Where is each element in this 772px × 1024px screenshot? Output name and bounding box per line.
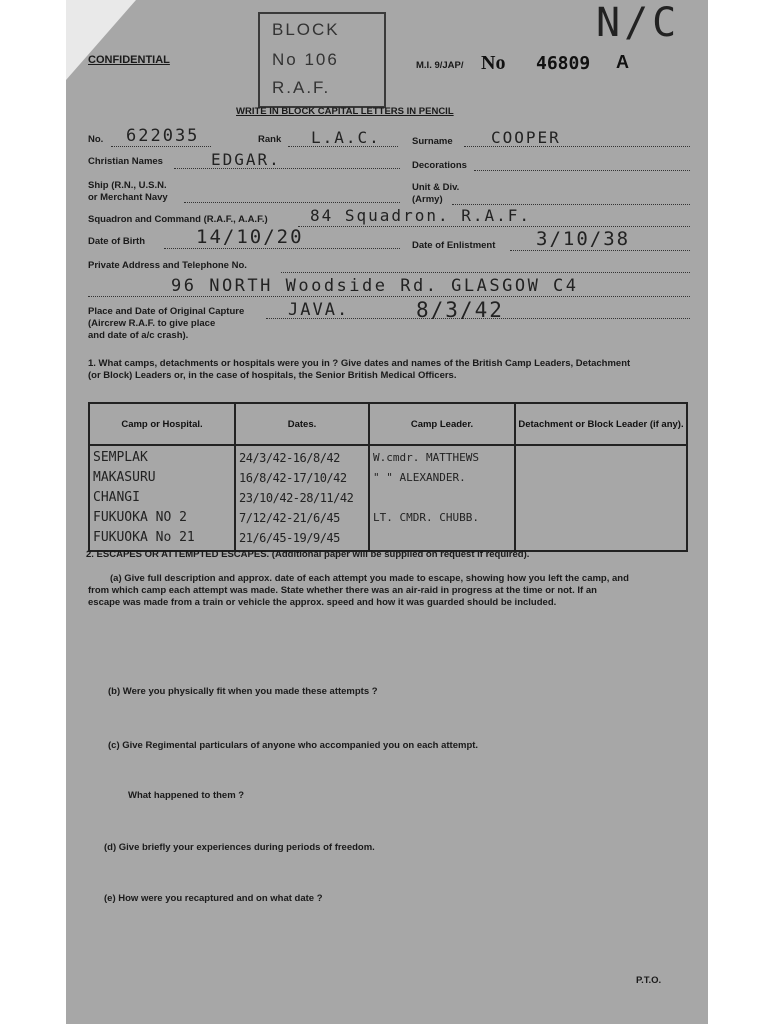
question-2d: (d) Give briefly your experiences during periods of freedom. xyxy=(104,842,375,853)
leader-entry: LT. CMDR. CHUBB. xyxy=(373,511,479,524)
column-header-camp: Camp or Hospital. xyxy=(89,403,235,445)
mi-reference: M.I. 9/JAP/ xyxy=(416,60,464,71)
surname-value: COOPER xyxy=(491,128,561,147)
block-stamp xyxy=(258,12,386,108)
folded-corner xyxy=(66,0,136,80)
form-number: 46809 xyxy=(536,53,591,74)
confidential-label: CONFIDENTIAL xyxy=(88,54,170,66)
date-of-birth-label: Date of Birth xyxy=(88,236,145,247)
camp-column xyxy=(89,445,235,551)
dates-column xyxy=(235,445,369,551)
christian-names-label: Christian Names xyxy=(88,156,163,167)
number-sign: No xyxy=(481,52,506,74)
question-2a-line1: (a) Give full description and approx. date of each attempt you made to escape, showing how you left the camp, and xyxy=(110,573,629,584)
camps-table-body xyxy=(89,445,687,551)
form-page xyxy=(66,0,708,1024)
question-2b: (b) Were you physically fit when you made these attempts ? xyxy=(108,686,378,697)
leader-entry xyxy=(373,488,511,508)
question-1-text-line2: (or Block) Leaders or, in the case of hospitals, the Senior British Medical Officers. xyxy=(88,370,457,381)
unit-label-line2: (Army) xyxy=(412,194,443,205)
rank-value: L.A.C. xyxy=(311,128,381,147)
camp-entry: SEMPLAK xyxy=(93,450,148,465)
capture-label-line2: (Aircrew R.A.F. to give place xyxy=(88,318,216,329)
address-line-2 xyxy=(88,296,690,297)
enlistment-line xyxy=(510,250,690,251)
capture-label-line1: Place and Date of Original Capture xyxy=(88,306,245,317)
camp-entry: MAKASURU xyxy=(93,470,156,485)
dates-entry: 23/10/42-28/11/42 xyxy=(239,491,354,505)
dates-entry: 7/12/42-21/6/45 xyxy=(239,511,340,525)
rank-label: Rank xyxy=(258,134,282,145)
squadron-value: 84 Squadron. R.A.F. xyxy=(310,206,532,225)
address-label: Private Address and Telephone No. xyxy=(88,260,247,271)
question-1-text-line1: 1. What camps, detachments or hospitals were you in ? Give dates and names of the British Camp Leaders, Detachment xyxy=(88,358,631,369)
column-header-detachment: Detachment or Block Leader (if any). xyxy=(515,403,687,445)
dates-entry: 21/6/45-19/9/45 xyxy=(239,531,340,545)
service-no-value: 622035 xyxy=(126,126,200,146)
service-no-label: No. xyxy=(88,134,104,145)
corner-handwritten-mark: N/C xyxy=(596,0,681,46)
service-no-line xyxy=(111,146,211,147)
squadron-label: Squadron and Command (R.A.F., A.A.F.) xyxy=(88,214,268,225)
address-value: 96 NORTH Woodside Rd. GLASGOW C4 xyxy=(171,276,579,296)
unit-label-line1: Unit & Div. xyxy=(412,182,460,193)
leader-entry: W.cmdr. MATTHEWS xyxy=(373,451,479,464)
leader-column xyxy=(369,445,515,551)
christian-names-line xyxy=(174,168,400,169)
question-2c-follow-up: What happened to them ? xyxy=(128,790,245,801)
question-2a-line2: from which camp each attempt was made. State whether there was an air-raid in progress at the time or not. If an xyxy=(88,585,597,596)
detachment-column xyxy=(515,445,687,551)
capture-place-value: JAVA. xyxy=(288,300,350,320)
christian-names-value: EDGAR. xyxy=(211,150,281,169)
form-suffix: A xyxy=(616,52,629,72)
stamp-line-3: R.A.F. xyxy=(272,78,331,97)
column-header-leader: Camp Leader. xyxy=(369,403,515,445)
column-header-dates: Dates. xyxy=(235,403,369,445)
date-of-birth-value: 14/10/20 xyxy=(196,226,304,248)
camps-table-header xyxy=(89,403,687,445)
stamp-line-2: No 106 xyxy=(272,50,339,69)
decorations-line xyxy=(474,170,690,171)
surname-label: Surname xyxy=(412,136,453,147)
ship-label-line2: or Merchant Navy xyxy=(88,192,168,203)
ship-label-line1: Ship (R.N., U.S.N. xyxy=(88,180,167,191)
capture-date-value: 8/3/42 xyxy=(416,298,504,322)
camps-table xyxy=(88,402,688,552)
address-line xyxy=(281,272,690,273)
decorations-label: Decorations xyxy=(412,160,467,171)
dates-entry: 24/3/42-16/8/42 xyxy=(239,451,340,465)
unit-line xyxy=(452,204,690,205)
leader-entry: " " ALEXANDER. xyxy=(373,471,466,484)
question-2-heading: 2. ESCAPES OR ATTEMPTED ESCAPES. (Additional paper will be supplied on request if required). xyxy=(86,549,530,560)
please-turn-over: P.T.O. xyxy=(636,975,662,986)
question-2e: (e) How were you recaptured and on what date ? xyxy=(104,893,323,904)
instruction-heading: WRITE IN BLOCK CAPITAL LETTERS IN PENCIL xyxy=(236,106,454,117)
ship-line xyxy=(184,202,400,203)
capture-label-line3: and date of a/c crash). xyxy=(88,330,189,341)
leader-entry xyxy=(373,528,511,548)
question-2c: (c) Give Regimental particulars of anyone who accompanied you on each attempt. xyxy=(108,740,479,751)
squadron-line xyxy=(298,226,690,227)
camp-entry: CHANGI xyxy=(93,490,140,505)
question-2a-line3: escape was made from a train or vehicle the approx. speed and how it was guarded should be included. xyxy=(88,597,557,608)
date-of-birth-line xyxy=(164,248,400,249)
dates-entry: 16/8/42-17/10/42 xyxy=(239,471,347,485)
camp-entry: FUKUOKA NO 2 xyxy=(93,510,187,525)
enlistment-value: 3/10/38 xyxy=(536,228,631,250)
stamp-line-1: BLOCK xyxy=(272,20,340,39)
enlistment-label: Date of Enlistment xyxy=(412,240,496,251)
camp-entry: FUKUOKA No 21 xyxy=(93,530,195,545)
